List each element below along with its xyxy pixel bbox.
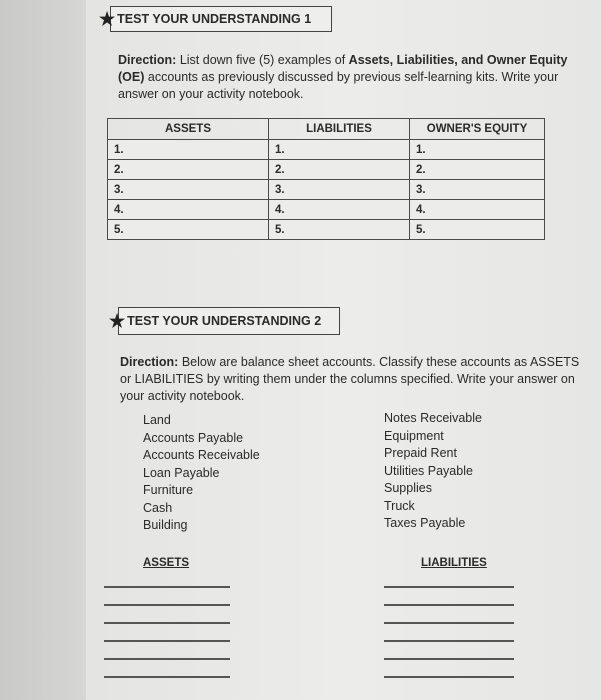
list-item: Loan Payable bbox=[143, 465, 220, 480]
liabilities-column-title: LIABILITIES bbox=[421, 557, 487, 569]
header-owners-equity: OWNER'S EQUITY bbox=[410, 119, 545, 140]
table-cell: 3. bbox=[108, 180, 269, 200]
star-icon: ★ bbox=[109, 311, 126, 331]
list-item: Accounts Receivable bbox=[143, 448, 260, 462]
direction-label: Direction: bbox=[120, 355, 179, 369]
list-item: Cash bbox=[143, 500, 173, 515]
list-item: Land bbox=[143, 413, 171, 427]
section1-title: TEST YOUR UNDERSTANDING 1 bbox=[117, 12, 312, 26]
section1-direction bbox=[118, 52, 580, 103]
table-row bbox=[108, 220, 545, 240]
section2-title: TEST YOUR UNDERSTANDING 2 bbox=[127, 314, 322, 328]
list-item: Accounts Payable bbox=[143, 430, 244, 445]
answer-line bbox=[384, 658, 514, 660]
table-cell: 3. bbox=[410, 180, 545, 200]
section1-header bbox=[99, 6, 332, 32]
answer-line bbox=[384, 586, 514, 588]
direction-text: List down five (5) examples of bbox=[179, 53, 346, 67]
list-item: Truck bbox=[384, 498, 415, 513]
table-row bbox=[108, 200, 545, 220]
answer-line bbox=[384, 622, 514, 624]
table-cell: 4. bbox=[410, 200, 545, 220]
direction-bold: Assets, Liabilities, and Owner Equity (OE) bbox=[118, 53, 568, 84]
list-item: Notes Receivable bbox=[384, 411, 482, 425]
page-margin-shadow bbox=[0, 0, 86, 700]
answer-line bbox=[104, 640, 230, 642]
table-row bbox=[108, 160, 545, 180]
table-cell: 5. bbox=[410, 220, 545, 240]
list-item: Furniture bbox=[143, 483, 194, 497]
header-liabilities: LIABILITIES bbox=[269, 119, 410, 140]
table-cell: 4. bbox=[108, 200, 269, 220]
worksheet-page bbox=[86, 0, 601, 700]
accounts-list-left bbox=[143, 412, 260, 535]
star-icon: ★ bbox=[99, 9, 116, 29]
table-row bbox=[108, 140, 545, 160]
section2-direction bbox=[120, 354, 580, 405]
list-item: Prepaid Rent bbox=[384, 446, 457, 460]
assets-column-title: ASSETS bbox=[143, 557, 190, 569]
table-row bbox=[108, 180, 545, 200]
list-item: Utilities Payable bbox=[384, 463, 473, 478]
answer-line bbox=[384, 604, 514, 606]
accounts-table bbox=[107, 118, 545, 240]
direction-rest: accounts as previously discussed by previous self-learning kits. Write your answer on your activity notebook. bbox=[118, 70, 559, 101]
answer-line bbox=[384, 640, 514, 642]
answer-line bbox=[384, 676, 514, 678]
direction-label: Direction: bbox=[118, 53, 177, 67]
table-cell: 2. bbox=[269, 160, 410, 180]
table-cell: 5. bbox=[108, 220, 269, 240]
table-cell: 4. bbox=[269, 200, 410, 220]
table-cell: 3. bbox=[269, 180, 410, 200]
table-cell: 1. bbox=[410, 140, 545, 160]
list-item: Equipment bbox=[384, 428, 444, 443]
answer-line bbox=[104, 604, 230, 606]
answer-line bbox=[104, 676, 230, 678]
table-cell: 1. bbox=[108, 140, 269, 160]
section2-header bbox=[109, 307, 340, 335]
table-header-row bbox=[108, 119, 545, 140]
answer-line bbox=[104, 622, 230, 624]
direction-text: Below are balance sheet accounts. Classify these accounts as ASSETS or LIABILITIES by writing them under the columns specified. Write your answer on your activity notebook. bbox=[120, 355, 580, 403]
answer-line bbox=[104, 586, 230, 588]
list-item: Supplies bbox=[384, 481, 432, 495]
answer-line bbox=[104, 658, 230, 660]
table-cell: 2. bbox=[108, 160, 269, 180]
table-cell: 1. bbox=[269, 140, 410, 160]
list-item: Taxes Payable bbox=[384, 516, 466, 530]
table-cell: 2. bbox=[410, 160, 545, 180]
list-item: Building bbox=[143, 518, 188, 532]
accounts-list-right bbox=[384, 410, 482, 533]
table-cell: 5. bbox=[269, 220, 410, 240]
header-assets: ASSETS bbox=[108, 119, 269, 140]
